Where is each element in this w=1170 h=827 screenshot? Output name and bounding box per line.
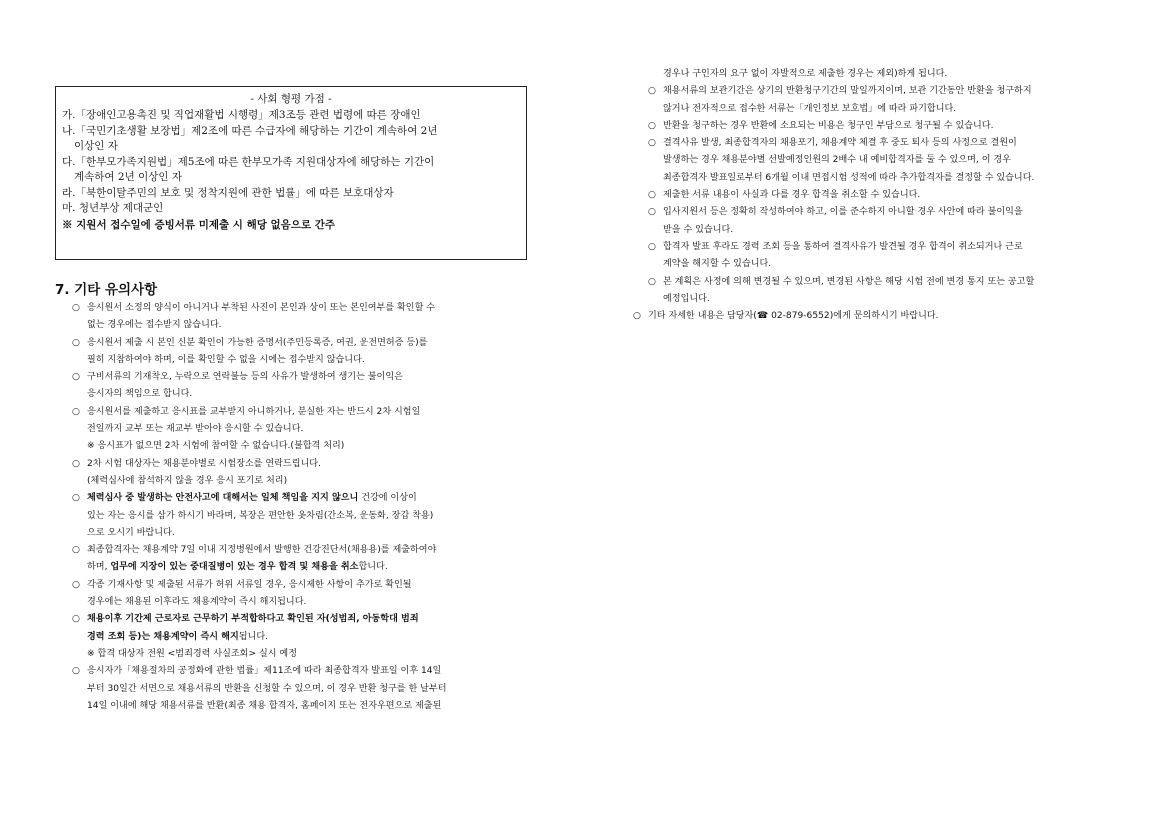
item-line: 응시자가「채용절차의 공정화에 관한 법률」제11조에 따라 최종합격자 발표일 이후 14일	[87, 666, 442, 677]
box-title: - 사회 형평 가점 -	[250, 93, 332, 105]
list-item	[72, 335, 538, 370]
box-line: 이상인 자	[74, 140, 118, 152]
box-note: ※ 지원서 접수일에 증빙서류 미제출 시 해당 없음으로 간주	[62, 218, 336, 231]
box-line: 마. 청년부상 제대군인	[62, 202, 164, 214]
bullet-icon: ○	[72, 372, 80, 383]
box-line: 나.「국민기초생활 보장법」제2조에 따른 수급자에 해당하는 기간이 계속하여 2년	[62, 124, 438, 137]
item-line: 응시자의 책임으로 합니다.	[87, 389, 193, 400]
list-item	[72, 577, 538, 612]
item-text: 합니다.	[358, 562, 388, 573]
item-line: (체력심사에 참석하지 않을 경우 응시 포기로 처리)	[87, 475, 288, 486]
bullet-icon: ○	[72, 406, 80, 417]
bullet-icon: ○	[72, 458, 80, 469]
list-item	[648, 83, 1124, 118]
bold-text: 체력심사 중 발생하는 안전사고에 대해서는 일체 책임을 지지 않으니	[87, 493, 359, 504]
list-item	[72, 404, 538, 439]
item-line: 기타 자세한 내용은 담당자(☎ 02-879-6552)에게 문의하시기 바랍니다.	[648, 311, 939, 322]
item-line: 최종합격자는 채용계약 7일 이내 지정병원에서 발행한 건강진단서(채용용)를 제출하여야	[87, 545, 437, 556]
list-item	[72, 663, 538, 715]
bullet-icon: ○	[72, 493, 80, 504]
bullet-icon: ○	[72, 666, 80, 677]
item-line: 응시원서 소정의 양식이 아니거나 부착된 사진이 본인과 상이 또는 본인여부를 확인할 수	[87, 303, 436, 313]
list-item	[72, 456, 538, 491]
item-note: ※ 응시표가 없으면 2차 시험에 참여할 수 없습니다.(불합격 처리)	[87, 441, 345, 452]
item-line: 결격사유 발생, 최종합격자의 채용포기, 채용계약 체결 후 중도 퇴사 등의 사정으로 결원이	[663, 138, 1017, 149]
item-line: 반환을 청구하는 경우 반환에 소요되는 비용은 청구인 부담으로 청구될 수 있습니다.	[663, 120, 994, 131]
item-line	[87, 611, 538, 628]
item-line: 부터 30일간 서면으로 채용서류의 반환을 신청할 수 있으며, 이 경우 반환 청구를 한 날부터	[87, 683, 447, 694]
list-item	[72, 490, 538, 542]
item-line	[87, 490, 538, 507]
bullet-icon: ○	[633, 311, 641, 322]
item-line: 채용서류의 보관기간은 상기의 반환청구기간의 말일까지이며, 보관 기간동안 반환을 청구하지	[663, 86, 1032, 97]
bullet-icon: ○	[72, 614, 80, 625]
item-line: 전일까지 교부 또는 재교부 받아야 응시할 수 있습니다.	[87, 424, 304, 435]
item-line: 않거나 전자적으로 접수한 서류는「개인정보 보호법」에 따라 파기합니다.	[663, 103, 957, 114]
bullet-icon: ○	[648, 138, 656, 149]
bullet-icon: ○	[648, 86, 656, 97]
bullet-icon: ○	[648, 207, 656, 218]
item-line: 경우나 구인자의 요구 없이 자발적으로 제출한 경우는 제외)하게 됩니다.	[663, 69, 948, 79]
item-line: 2차 시험 대상자는 채용분야별로 시험장소를 연락드립니다.	[87, 458, 321, 469]
box-line: 라.「북한이탈주민의 보호 및 정착지원에 관한 법률」에 따른 보호대상자	[62, 186, 394, 199]
item-line: 최종합격자 발표일로부터 6개월 이내 면접시험 성적에 따라 추가합격자를 결정할 수 있습니다.	[663, 172, 1035, 183]
item-line: 합격자 발표 후라도 경력 조회 등을 통하여 결격사유가 발견될 경우 합격이 취소되거나 근로	[663, 241, 1023, 252]
item-line: 입사지원서 등은 정확히 작성하여야 하고, 이를 준수하지 아니할 경우 사안에 따라 불이익을	[663, 207, 1023, 218]
bullet-icon: ○	[72, 579, 80, 590]
item-line: 으로 오시기 바랍니다.	[87, 527, 175, 538]
item-line: 14일 이내에 해당 채용서류를 반환(최종 채용 합격자, 홈페이지 또는 전자우편으로 제출된	[87, 700, 442, 711]
bold-text: 경력 조회 등)는 채용계약이 즉시 해지	[87, 631, 239, 642]
box-line: 가.「장애인고용촉진 및 직업재활법 시행령」제3조등 관련 법령에 따른 장애인	[62, 109, 421, 121]
list-item	[648, 204, 1124, 239]
item-line: 응시원서 제출 시 본인 신분 확인이 가능한 증명서(주민등록증, 여권, 운전면허증 등)를	[87, 337, 428, 348]
item-line: 계약을 해지할 수 있습니다.	[663, 259, 772, 270]
item-line: 받을 수 있습니다.	[663, 224, 734, 235]
bullet-icon: ○	[648, 190, 656, 201]
item-line: 있는 자는 응시를 삼가 하시기 바라며, 복장은 편안한 옷차림(간소복, 운동화, 장갑 착용)	[87, 510, 434, 521]
list-item	[72, 300, 538, 335]
item-line: 구비서류의 기재착오, 누락으로 연락불능 등의 사유가 발생하여 생기는 불이익은	[87, 372, 403, 383]
item-line: 본 계획은 사정에 의해 변경될 수 있으며, 변경된 사항은 해당 시험 전에 변경 통지 또는 공고할	[663, 276, 1035, 287]
item-line: 발생하는 경우 채용분야별 선발예정인원의 2배수 내 예비합격자를 둘 수 있으며, 이 경우	[663, 155, 1011, 166]
item-line: 응시원서를 제출하고 응시표를 교부받지 아니하거나, 분실한 자는 반드시 2차 시험일	[87, 406, 421, 417]
item-line: 예정입니다.	[663, 293, 710, 304]
list-item	[648, 239, 1124, 274]
bullet-icon: ○	[648, 276, 656, 287]
item-line: 경우에는 채용된 이후라도 채용계약이 즉시 해지됩니다.	[87, 597, 307, 608]
item-line	[87, 629, 538, 646]
list-item	[72, 542, 538, 577]
notice-list-right	[633, 66, 1124, 325]
list-item	[648, 118, 1124, 135]
notice-list-left	[72, 300, 538, 715]
item-note: ※ 합격 대상자 전원 <범죄경력 사실조회> 실시 예정	[87, 648, 298, 659]
bold-text: 업무에 지장이 있는 중대질병이 있는 경우 합격 및 채용을 취소	[110, 562, 359, 573]
list-item	[72, 611, 538, 646]
item-line: 각종 기재사항 및 제출된 서류가 허위 서류일 경우, 응시제한 사항이 추가로 확인될	[87, 579, 412, 590]
item-line: 없는 경우에는 접수받지 않습니다.	[87, 320, 222, 331]
bullet-icon: ○	[648, 241, 656, 252]
item-text: 하며,	[87, 562, 111, 573]
item-text: 건강에 이상이	[358, 493, 417, 504]
bullet-icon: ○	[72, 545, 80, 556]
bullet-icon: ○	[648, 120, 656, 131]
list-item	[648, 274, 1124, 309]
item-text: 됩니다.	[238, 631, 269, 642]
bullet-icon: ○	[72, 337, 80, 348]
list-item	[648, 187, 1124, 204]
item-line: 필히 지참하여야 하며, 이를 확인할 수 없을 시에는 접수받지 않습니다.	[87, 354, 365, 365]
list-item-continued	[648, 66, 1124, 83]
box-line: 계속하여 2년 이상인 자	[74, 171, 182, 183]
item-line	[87, 559, 538, 576]
item-line: 제출한 서류 내용이 사실과 다를 경우 합격을 취소할 수 있습니다.	[663, 190, 921, 201]
list-item	[633, 308, 1124, 325]
list-item	[648, 135, 1124, 187]
box-line: 다.「한부모가족지원법」제5조에 따른 한부모가족 지원대상자에 해당하는 기간이	[62, 155, 435, 168]
bold-text: 채용이후 기간제 근로자로 근무하기 부적합하다고 확인된 자(성범죄, 아동학대 범죄	[87, 614, 419, 625]
bullet-icon: ○	[72, 303, 80, 313]
section-title: 7. 기타 유의사항	[55, 282, 158, 298]
social-equity-box	[55, 86, 527, 260]
list-item	[72, 369, 538, 404]
